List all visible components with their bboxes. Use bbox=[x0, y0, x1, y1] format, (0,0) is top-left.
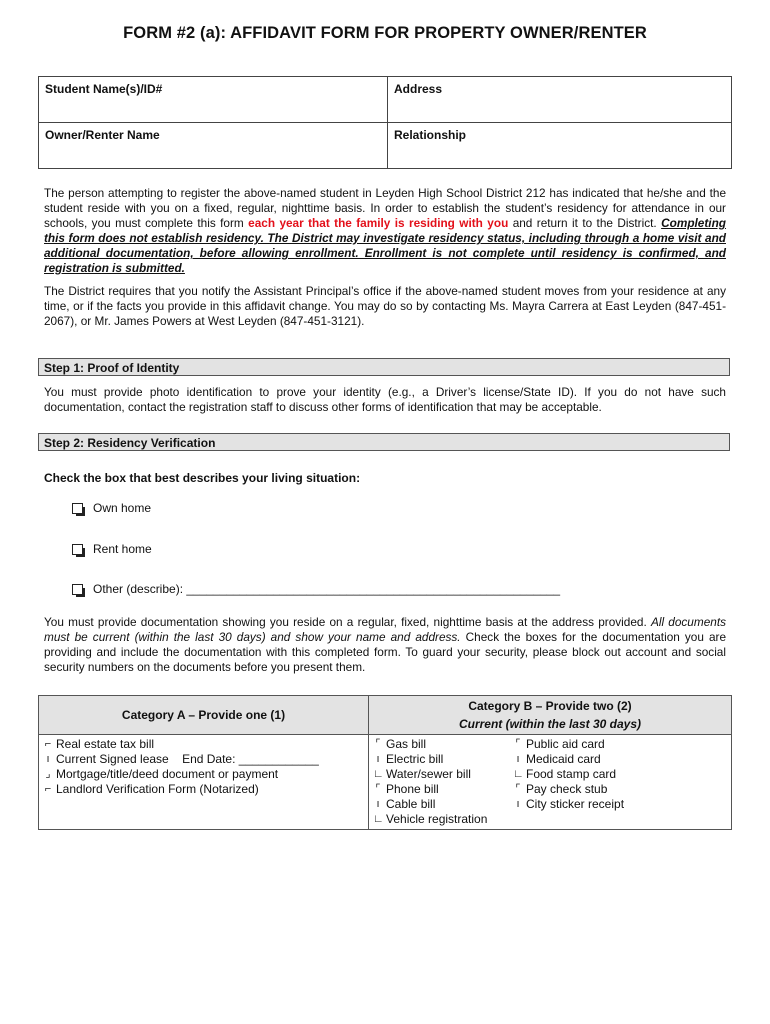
category-table bbox=[38, 695, 732, 830]
owner-name-label: Owner/Renter Name bbox=[45, 128, 160, 142]
list-item[interactable]: ⌜ Pay check stub bbox=[513, 782, 624, 797]
list-item[interactable]: ı Electric bill bbox=[373, 752, 513, 767]
address-label: Address bbox=[394, 82, 443, 96]
list-item[interactable]: ∟ Water/sewer bill bbox=[373, 767, 471, 781]
list-item[interactable]: ı Medicaid card bbox=[513, 752, 624, 767]
checkbox-icon[interactable]: ∟ bbox=[513, 768, 524, 780]
checkbox-icon[interactable]: ⌜ bbox=[515, 783, 521, 795]
notify-paragraph: The District requires that you notify the Assistant Principal’s office if the above-named student moves from your residence at any time, or if the facts you provide in this affidavit change. You may do so by contacting Ms. Mayra Carrera at East Leyden (847-451-2067), or Mr. James Powers at West Leyden (847-451-3121). bbox=[44, 284, 726, 328]
bold-notice: Completing this form does not establish residency. The District may investigate residency status, including through a home visit and additional documentation, before allowing enrollment. Enrollment is not complete until residency is confirmed, and registration is submitted. bbox=[44, 216, 726, 275]
intro-paragraph: The person attempting to register the above-named student in Leyden High School District 212 has indicated that he/she and the student reside with you on a fixed, regular, nighttime basis. In order to establish the student’s residency for attendance in our schools, you must complete this form each year that the family is residing with you and return it to the District. Completing this form does not establish residency. The District may investigate residency status, including through a home visit and additional documentation, before allowing enrollment. Enrollment is not complete until residency is confirmed, and registration is submitted. bbox=[44, 186, 726, 275]
list-item[interactable]: ⌐ Landlord Verification Form (Notarized) bbox=[44, 782, 259, 796]
option-other[interactable]: Other (describe): ________________________________________________________ bbox=[72, 582, 560, 596]
list-item[interactable]: ⌟ Mortgage/title/deed document or payment bbox=[43, 767, 364, 782]
list-item[interactable]: ⌜ Gas bill bbox=[373, 737, 513, 752]
checkbox-icon[interactable]: ⌜ bbox=[375, 738, 381, 750]
documentation-paragraph: You must provide documentation showing you reside on a regular, fixed, nighttime basis at the address provided. All documents must be current (within the last 30 days) and show your name and address. Check the boxes for the documentation you are providing and include the documentation with this completed form. To guard your security, please block out account and social security numbers on the documents before you present them. bbox=[44, 615, 726, 674]
category-a-header: Category A – Provide one (1) bbox=[39, 696, 369, 735]
form-title: FORM #2 (a): AFFIDAVIT FORM FOR PROPERTY OWNER/RENTER bbox=[123, 24, 647, 42]
list-item[interactable]: ∟ Vehicle registration bbox=[373, 812, 488, 826]
checkbox-icon[interactable] bbox=[72, 544, 83, 555]
category-b-column-2 bbox=[513, 737, 624, 827]
list-item[interactable]: ⌜ Public aid card bbox=[513, 737, 624, 752]
checkbox-icon[interactable]: ⌜ bbox=[515, 738, 521, 750]
category-b-list bbox=[369, 735, 732, 830]
living-situation-prompt: Check the box that best describes your living situation: bbox=[44, 471, 361, 485]
checkbox-icon[interactable]: ∟ bbox=[373, 768, 384, 780]
step2-header: Step 2: Residency Verification bbox=[38, 433, 730, 451]
category-b-header: Category B – Provide two (2) Current (within the last 30 days) bbox=[369, 696, 732, 735]
checkbox-icon[interactable]: ⌜ bbox=[375, 783, 381, 795]
list-item[interactable]: ⌐ Real estate tax bill bbox=[44, 737, 155, 751]
checkbox-icon[interactable]: ⌐ bbox=[44, 783, 52, 795]
checkbox-icon[interactable] bbox=[72, 584, 83, 595]
checkbox-icon[interactable] bbox=[72, 503, 83, 514]
checkbox-icon[interactable]: ⌟ bbox=[45, 768, 51, 780]
list-item[interactable]: ∟ Food stamp card bbox=[513, 767, 617, 781]
relationship-label: Relationship bbox=[394, 128, 467, 142]
checkbox-icon[interactable]: ı bbox=[376, 753, 380, 765]
list-item[interactable]: ı Cable bill bbox=[373, 797, 513, 812]
checkbox-icon[interactable]: ı bbox=[46, 753, 50, 765]
category-a-list bbox=[39, 735, 369, 830]
student-name-field[interactable] bbox=[39, 77, 388, 123]
relationship-field[interactable] bbox=[388, 123, 732, 169]
info-table bbox=[38, 76, 732, 169]
checkbox-icon[interactable]: ı bbox=[516, 753, 520, 765]
step1-header: Step 1: Proof of Identity bbox=[38, 358, 730, 376]
list-item[interactable]: ı Current Signed lease End Date: ____________ bbox=[43, 752, 364, 767]
option-rent-home[interactable]: Rent home bbox=[72, 542, 152, 556]
red-emphasis: each year that the family is residing with you bbox=[248, 216, 509, 230]
address-field[interactable] bbox=[388, 77, 732, 123]
checkbox-icon[interactable]: ı bbox=[376, 798, 380, 810]
checkbox-icon[interactable]: ı bbox=[516, 798, 520, 810]
option-own-home[interactable]: Own home bbox=[72, 501, 151, 515]
list-item[interactable]: ı City sticker receipt bbox=[513, 797, 624, 812]
category-b-subheader: Current (within the last 30 days) bbox=[458, 717, 642, 731]
list-item[interactable]: ⌜ Phone bill bbox=[373, 782, 513, 797]
step1-text: You must provide photo identification to prove your identity (e.g., a Driver’s license/State ID). If you do not have such documentation, contact the registration staff to discuss other forms of identification that may be acceptable. bbox=[44, 385, 726, 414]
owner-name-field[interactable] bbox=[39, 123, 388, 169]
checkbox-icon[interactable]: ∟ bbox=[373, 813, 384, 825]
checkbox-icon[interactable]: ⌐ bbox=[44, 738, 52, 750]
student-name-label: Student Name(s)/ID# bbox=[45, 82, 163, 96]
category-b-column-1 bbox=[373, 737, 513, 827]
